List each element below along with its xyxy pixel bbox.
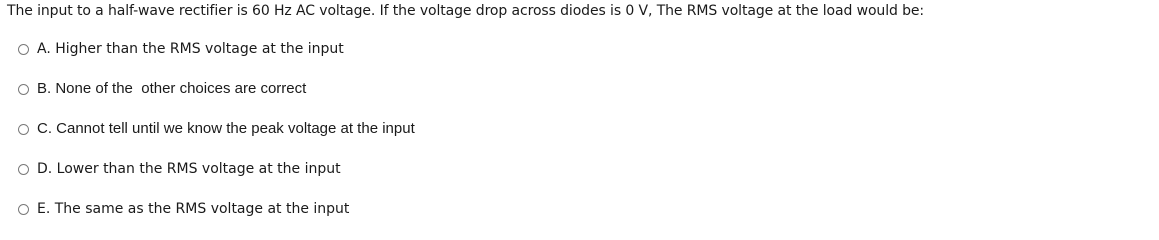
question-text: The input to a half-wave rectifier is 60 Hz AC voltage. If the voltage drop across diodes is 0 V, The RMS voltage at the load would be: — [7, 3, 925, 19]
option-c[interactable] — [18, 119, 415, 139]
radio-button-d[interactable] — [18, 164, 29, 175]
radio-button-c[interactable] — [18, 124, 29, 135]
radio-button-b[interactable] — [18, 84, 29, 95]
option-a-label: A. Higher than the RMS voltage at the input — [37, 41, 344, 57]
option-b[interactable] — [18, 79, 306, 99]
radio-button-a[interactable] — [18, 44, 29, 55]
option-e-label: E. The same as the RMS voltage at the input — [37, 201, 350, 217]
option-d-label: D. Lower than the RMS voltage at the input — [37, 161, 341, 177]
option-d[interactable] — [18, 159, 341, 179]
radio-button-e[interactable] — [18, 204, 29, 215]
option-e[interactable] — [18, 199, 349, 219]
option-b-label: B. None of the other choices are correct — [37, 80, 307, 97]
option-a[interactable] — [18, 39, 344, 59]
option-c-label: C. Cannot tell until we know the peak voltage at the input — [37, 120, 415, 137]
